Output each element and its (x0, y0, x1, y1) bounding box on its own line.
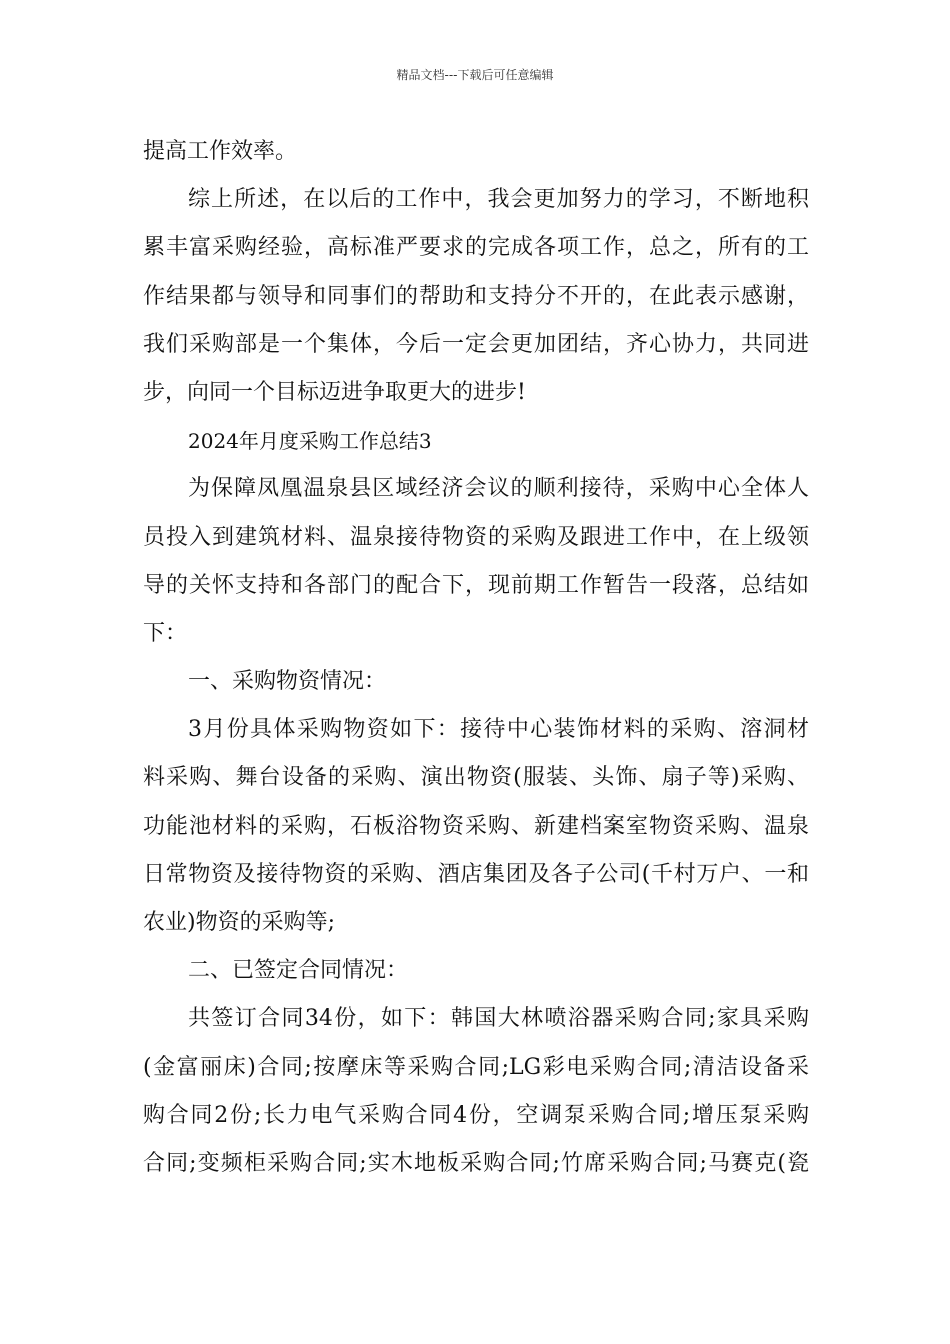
text-line: 累丰富采购经验，高标准严要求的完成各项工作，总之，所有的工 (143, 235, 809, 261)
text-line: 导的关怀支持和各部门的配合下，现前期工作暂告一段落，总结如 (143, 572, 809, 598)
text-line: 合同;变频柜采购合同;实木地板采购合同;竹席采购合同;马赛克(瓷 (143, 1150, 809, 1176)
text-line: 下： (143, 620, 188, 646)
section-heading: 一、采购物资情况： (188, 669, 387, 695)
text-line: 功能池材料的采购，石板浴物资采购、新建档案室物资采购、温泉 (143, 813, 809, 839)
text-line: 料采购、舞台设备的采购、演出物资(服装、头饰、扇子等)采购、 (143, 765, 809, 791)
document-body (143, 128, 809, 1188)
paragraph-first-line: 共签订合同34份，如下：韩国大林喷浴器采购合同;家具采购 (188, 1006, 809, 1032)
text-line: 作结果都与领导和同事们的帮助和支持分不开的，在此表示感谢， (143, 283, 809, 309)
section-title: 2024年月度采购工作总结3 (188, 429, 432, 454)
text-line: 日常物资及接待物资的采购、酒店集团及各子公司(千村万户、一和 (143, 861, 809, 887)
paragraph-first-line: 综上所述，在以后的工作中，我会更加努力的学习，不断地积 (188, 187, 809, 213)
text-line: 购合同2份;长力电气采购合同4份，空调泵采购合同;增压泵采购 (143, 1102, 809, 1128)
paragraph-first-line: 3月份具体采购物资如下：接待中心装饰材料的采购、溶洞材 (188, 717, 809, 743)
text-line: 员投入到建筑材料、温泉接待物资的采购及跟进工作中，在上级领 (143, 524, 809, 550)
paragraph-first-line: 为保障凤凰温泉县区域经济会议的顺利接待，采购中心全体人 (188, 476, 809, 502)
page-header: 精品文档---下载后可任意编辑 (396, 68, 554, 82)
text-line: 我们采购部是一个集体，今后一定会更加团结，齐心协力，共同进 (143, 331, 809, 357)
text-line: 农业)物资的采购等; (143, 910, 335, 935)
section-heading: 二、已签定合同情况： (188, 958, 409, 984)
text-line: (金富丽床)合同;按摩床等采购合同;LG彩电采购合同;清洁设备采 (143, 1054, 809, 1080)
text-line: 步，向同一个目标迈进争取更大的进步! (143, 379, 526, 405)
text-line: 提高工作效率。 (143, 139, 298, 164)
